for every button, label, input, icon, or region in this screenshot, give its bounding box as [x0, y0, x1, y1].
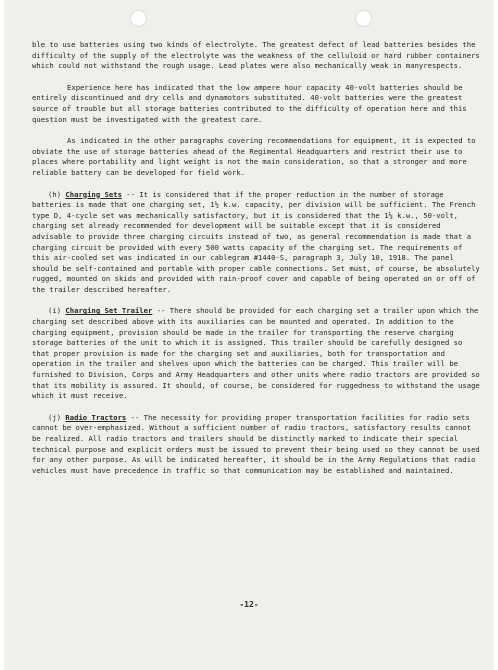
section-heading: Charging Set Trailer: [65, 306, 153, 316]
paragraph-recommendations: As indicated in the other paragraphs covering recommendations for equipment, it is expected to obviate the use of storage batteries ahead of the Regimental Headquarters and restrict their use to places where portability and light weight is not the main consideration, so that a stronger and more reliable battery can be developed for field work.: [32, 136, 476, 177]
document-body: [32, 40, 480, 487]
section-charging-sets: [32, 190, 480, 296]
document-page: [4, 0, 494, 670]
section-body: -- There should be provided for each charging set a trailer upon which the charging set described above with its auxiliaries can be mounted and operated. In addition to the charging equipment, provision should be made in the trailer for transporting the reserve charging storage batteries of the unit to which it is assigned. This trailer should be carefully designed so that proper provision is made for the charging set and auxiliaries, both for transportation and operation in the trailer and shelves upon which the batteries can be charged. This trailer will be furnished to Division, Corps and Army Headquarters and other units where radio tractors are provided so that its mobility is assured. It should, of course, be considered for ruggedness to withstand the usage which it must receive.: [32, 306, 480, 401]
section-radio-tractors: [32, 413, 480, 477]
section-marker: (j): [48, 412, 62, 422]
punch-hole-right: [355, 10, 372, 27]
section-charging-set-trailer: [32, 306, 480, 401]
section-marker: (h): [48, 189, 62, 199]
punch-hole-left: [130, 10, 147, 27]
section-heading: Charging Sets: [65, 189, 122, 199]
section-body: -- The necessity for providing proper transportation facilities for radio sets cannot be over-emphasized. Without a sufficient number of radio tractors, satisfactory results cannot be realized. All radio tractors and trailers should be distinctly marked to indicate their special technical purpose and explicit orders must be issued to prevent their being used so they cannot be used for any other purpose. As will be indicated hereafter, it should be in the Army Regulations that radio vehicles must have precedence in traffic so that communication may be established and maintained.: [32, 412, 480, 475]
page-number: -12-: [239, 600, 259, 609]
section-marker: (i): [48, 306, 62, 316]
paragraph-battery-defects: ble to use batteries using two kinds of electrolyte. The greatest defect of lead batteries besides the difficulty of the supply of the electrolyte was the weakness of the celluloid or hard rubber containers which could not withstand the rough usage. Lead plates were also mechanically weak in manyrespects.: [32, 40, 480, 71]
section-body: -- It is considered that if the proper reduction in the number of storage batteries is made that one charging set, 1½ k.w. capacity, per division will be sufficient. The French type D, 4-cycle set was mechanically satisfactory, but it is considered that the 1½ k.w., 50-volt, charging set already recommended for development will be suitable except that it is considered advisable to provide three charging circuits instead of two, as general recommendation is made that a charging circuit be provided with every 500 watts capacity of the charging set. The requirements of this air-cooled set was indicated in our cablegram #1440-S, paragraph 3, July 10, 1918. The panel should be self-contained and portable with proper cable connections. Set must, of course, be absolutely rugged, mounted on skids and provided with rain-proof cover and capable of being operated on or off of the trailer described hereafter.: [32, 189, 480, 294]
section-heading: Radio Tractors: [65, 412, 127, 422]
paragraph-experience: Experience here has indicated that the low ampere hour capacity 40-volt batteries should be entirely discontinued and dry cells and dynamotors substituted. 40-volt batteries were the greatest source of trouble but all storage batteries contributed to the difficulty of operation here and this question must be investigated with the greatest care.: [32, 82, 467, 124]
